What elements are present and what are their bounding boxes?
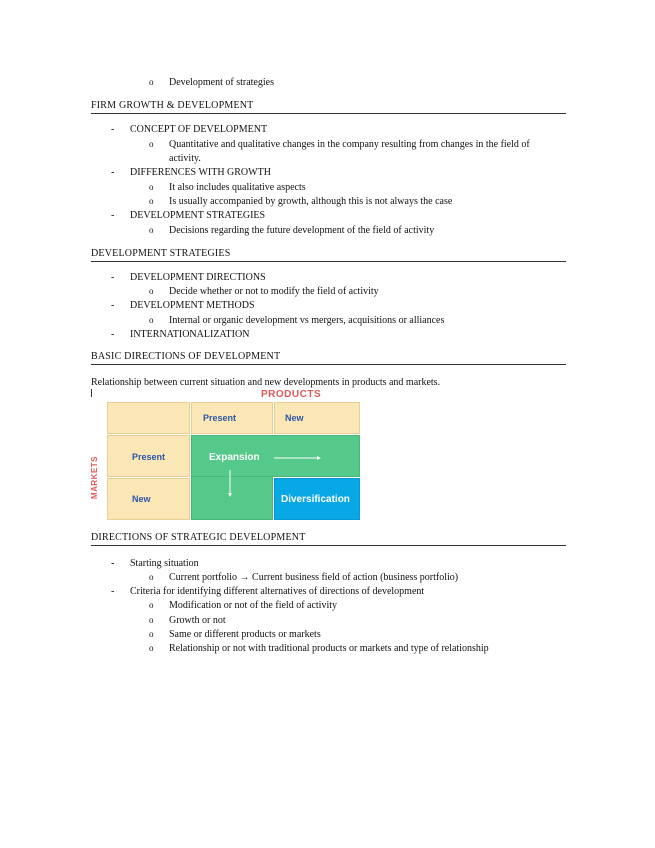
section-heading-dev-strategies: DEVELOPMENT STRATEGIES	[91, 247, 566, 262]
ansoff-matrix-figure	[91, 389, 361, 522]
bullet-o: o	[149, 77, 154, 87]
list-item: Criteria for identifying different alternatives of directions of development	[130, 586, 425, 597]
expansion-label: Expansion	[209, 452, 260, 463]
list-item: Is usually accompanied by growth, although this is not always the case	[169, 196, 453, 207]
bullet-dash: -	[111, 124, 115, 135]
markets-axis-title: MARKETS	[90, 455, 100, 500]
bullet-o: o	[149, 572, 154, 582]
bullet-o: o	[149, 643, 154, 653]
bullet-dash: -	[111, 558, 115, 569]
list-item: INTERNATIONALIZATION	[130, 329, 250, 340]
list-item: It also includes qualitative aspects	[169, 182, 306, 193]
arrow-down-head-icon	[228, 493, 232, 497]
bullet-o: o	[149, 600, 154, 610]
col-new-label: New	[285, 413, 304, 423]
list-item: DEVELOPMENT METHODS	[130, 300, 255, 311]
bullet-o: o	[149, 182, 154, 192]
bullet-dash: -	[111, 210, 115, 221]
section-heading-strategic-directions: DIRECTIONS OF STRATEGIC DEVELOPMENT	[91, 531, 566, 546]
list-item: Same or different products or markets	[169, 629, 321, 640]
list-item: CONCEPT OF DEVELOPMENT	[130, 124, 268, 135]
bullet-dash: -	[111, 300, 115, 311]
list-item: DIFFERENCES WITH GROWTH	[130, 167, 271, 178]
list-item: DEVELOPMENT DIRECTIONS	[130, 272, 266, 283]
products-axis-title: PRODUCTS	[261, 389, 322, 400]
bullet-dash: -	[111, 272, 115, 283]
list-item: DEVELOPMENT STRATEGIES	[130, 210, 266, 221]
row-present-label: Present	[132, 452, 166, 462]
arrow-right-head-icon	[317, 456, 321, 460]
bullet-o: o	[149, 629, 154, 639]
list-item: Relationship or not with traditional products or markets and type of relationship	[169, 643, 489, 654]
list-item: Decide whether or not to modify the field of activity	[169, 286, 379, 297]
bullet-o: o	[149, 286, 154, 296]
list-item-continuation: activity.	[169, 153, 201, 164]
bullet-o: o	[149, 225, 154, 235]
list-item: Quantitative and qualitative changes in the company resulting from changes in the field of	[169, 139, 530, 150]
bullet-dash: -	[111, 329, 115, 340]
list-item: Starting situation	[130, 558, 199, 569]
bullet-o: o	[149, 615, 154, 625]
matrix-arrows	[91, 389, 361, 522]
bullet-o: o	[149, 196, 154, 206]
section-heading-basic-directions: BASIC DIRECTIONS OF DEVELOPMENT	[91, 350, 566, 365]
list-item: Decisions regarding the future development of the field of activity	[169, 225, 435, 236]
list-item: Growth or not	[169, 615, 226, 626]
list-item: Internal or organic development vs mergers, acquisitions or alliances	[169, 315, 445, 326]
section-heading-firm-growth: FIRM GROWTH & DEVELOPMENT	[91, 99, 566, 114]
bullet-dash: -	[111, 586, 115, 597]
diversification-label: Diversification	[281, 494, 350, 505]
bullet-dash: -	[111, 167, 115, 178]
paragraph: Relationship between current situation and new developments in products and markets.	[91, 377, 441, 388]
col-present-label: Present	[203, 413, 237, 423]
list-item: Development of strategies	[169, 77, 274, 88]
row-new-label: New	[132, 494, 151, 504]
list-item: Modification or not of the field of activity	[169, 600, 338, 611]
bullet-o: o	[149, 315, 154, 325]
list-item: Current portfolio → Current business field of action (business portfolio)	[169, 572, 459, 583]
bullet-o: o	[149, 139, 154, 149]
